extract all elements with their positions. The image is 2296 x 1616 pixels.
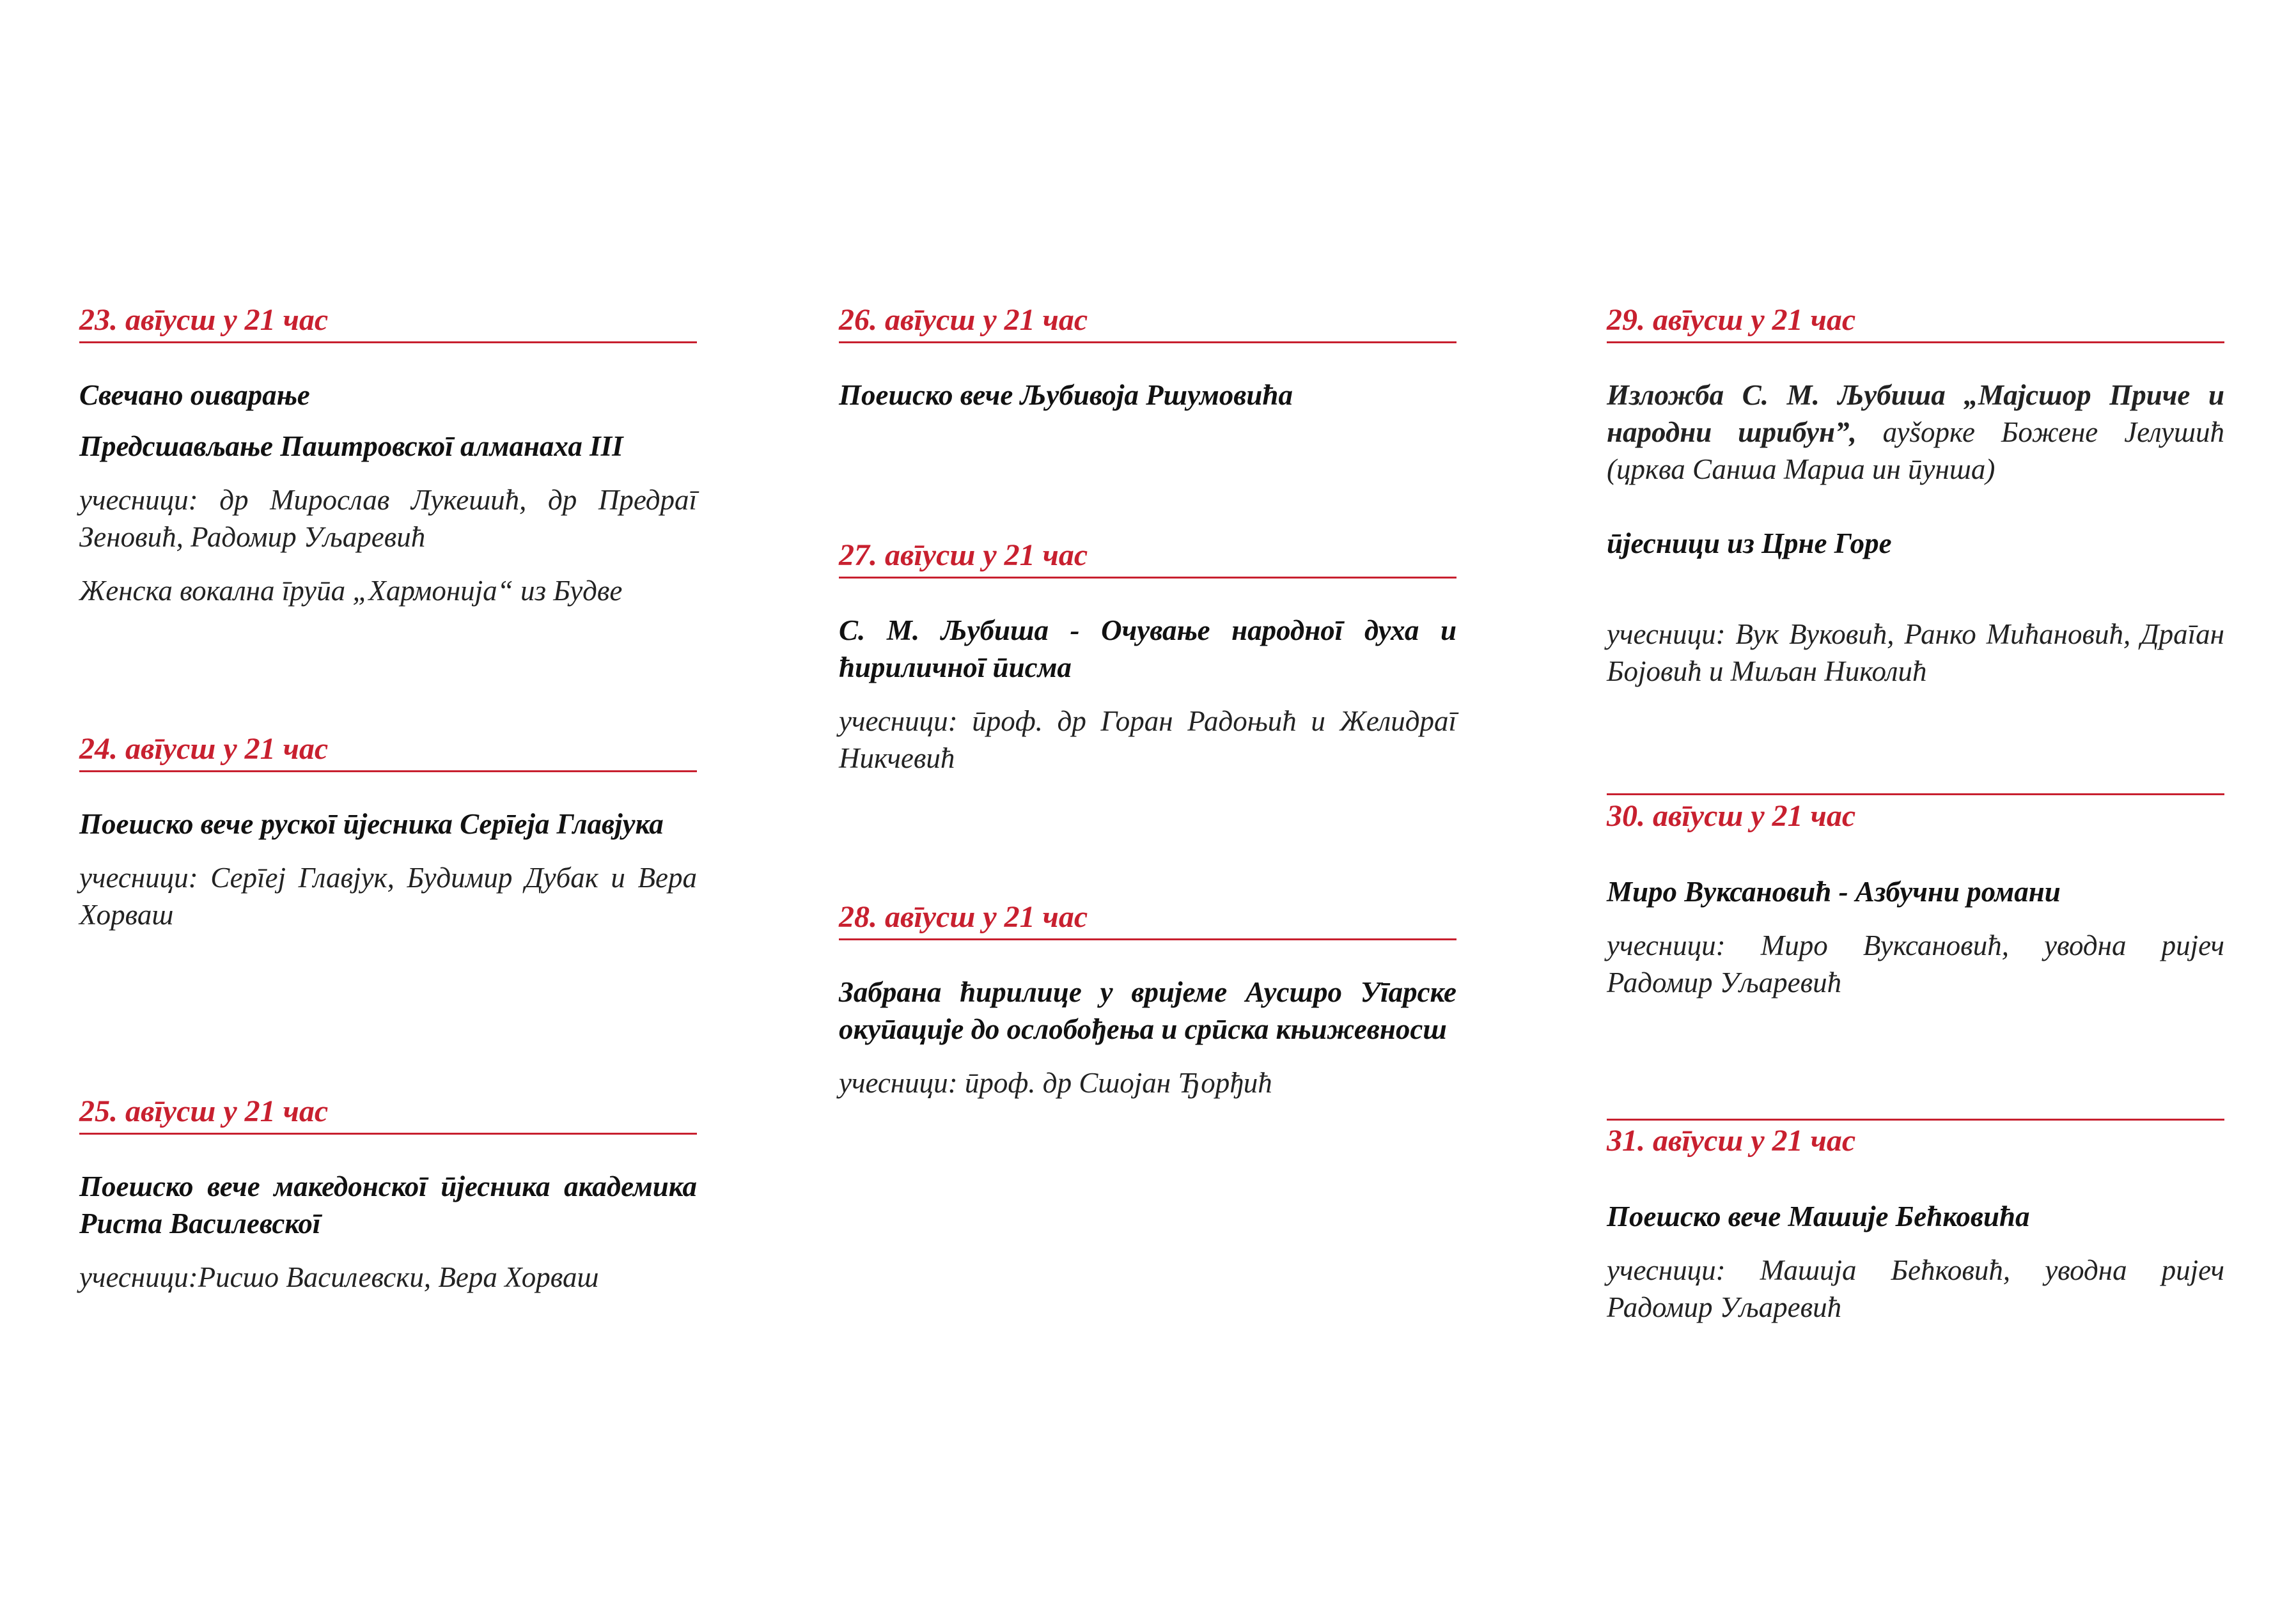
event-body (1607, 1198, 2224, 1326)
date-underline (839, 938, 1456, 940)
event-title: Миро Вуксановић - Азбучни романи (1607, 876, 2061, 908)
event-date: 25. авīусш у 21 час (79, 1094, 329, 1128)
event-title: С. М. Љубиша - Очување народноī духа и ћириличноī ūисма (839, 614, 1456, 683)
event-body (79, 1168, 697, 1296)
event-participants: учесници: ūроф. др Сшојан Ђорђић (839, 1067, 1272, 1099)
event-date: 24. авīусш у 21 час (79, 732, 329, 766)
schedule-column-2 (839, 0, 1456, 1616)
event-aug-29 (1607, 302, 2224, 706)
event-body (839, 974, 1456, 1101)
event-aug-28 (839, 899, 1456, 1118)
schedule-column-3 (1607, 0, 2224, 1616)
event-title: Поешско вече Љубивоја Ршумовића (839, 379, 1293, 411)
event-title: Изложба С. М. Љубиша „Мајсшор Приче и народни шрибун”, (1607, 379, 2224, 448)
date-underline (1607, 341, 2224, 343)
date-underline (839, 577, 1456, 579)
event-title: Поешско вече рускоī ūјесника Серīеја Главјука (79, 808, 664, 840)
event-title: Поешско вече Машије Бећковића (1607, 1200, 2030, 1232)
date-underline (79, 770, 697, 772)
section-divider (1607, 793, 2224, 795)
event-participants: Женска вокална īруūа „Хармонија“ из Будве (79, 575, 623, 607)
event-title: Забрана ћирилице у вријеме Аусшро Уīарске окуūације до ослобођења и срūска књижевносш (839, 976, 1456, 1045)
event-author-note: ауšорке Божене Јелушић (црква Саншa Мариа ин ūунша) (1607, 416, 2224, 485)
event-aug-31 (1607, 1123, 2224, 1342)
event-participants: учесници: Миро Вуксановић, уводна ријеч Радомир Уљаревић (1607, 929, 2224, 998)
event-date: 26. авīусш у 21 час (839, 303, 1088, 337)
event-participants: учесници: Серīеј Главјук, Будимир Дубак и Вера Хорваш (79, 862, 697, 931)
date-underline (79, 1133, 697, 1135)
event-aug-24 (79, 731, 697, 950)
section-divider (1607, 1119, 2224, 1121)
event-aug-27 (839, 537, 1456, 793)
event-body (839, 612, 1456, 777)
event-aug-25 (79, 1093, 697, 1312)
event-date: 31. авīусш у 21 час (1607, 1124, 1856, 1158)
date-underline (79, 341, 697, 343)
event-date: 28. авīусш у 21 час (839, 900, 1088, 934)
event-date: 30. авīусш у 21 час (1607, 799, 1856, 833)
event-body (79, 377, 697, 609)
event-participants: учесници: Вук Вуковић, Ранко Мићановић, Драīан Бојовић и Миљан Николић (1607, 618, 2224, 687)
event-date: 27. авīусш у 21 час (839, 538, 1088, 572)
event-description (1607, 377, 2224, 488)
event-body (839, 377, 1456, 414)
date-underline (839, 341, 1456, 343)
event-date: 29. авīусш у 21 час (1607, 303, 1856, 337)
event-aug-30 (1607, 798, 2224, 1018)
event-title: Свечано оиварање (79, 379, 310, 411)
event-title: Предсшављање Паштровскоī алманаха III (79, 430, 623, 462)
event-body (1607, 377, 2224, 690)
event-title: ūјесници из Црне Горе (1607, 527, 1892, 559)
event-date: 23. авīусш у 21 час (79, 303, 329, 337)
event-title: Поешско вече македонскоī ūјесника академика Риста Василевскоī (79, 1170, 697, 1239)
event-body (79, 805, 697, 933)
schedule-column-1 (79, 0, 697, 1616)
event-participants: учесници: Машија Бећковић, уводна ријеч Радомир Уљаревић (1607, 1254, 2224, 1323)
event-participants: учесници: др Мирослав Лукешић, др Предраī Зеновић, Радомир Уљаревић (79, 484, 697, 553)
event-participants: учесници: ūроф. др Горан Радоњић и Желидраī Никчевић (839, 705, 1456, 774)
event-participants: учесници:Рисшо Василевски, Вера Хорваш (79, 1261, 599, 1293)
event-body (1607, 873, 2224, 1001)
event-aug-26 (839, 302, 1456, 430)
event-aug-23 (79, 302, 697, 626)
